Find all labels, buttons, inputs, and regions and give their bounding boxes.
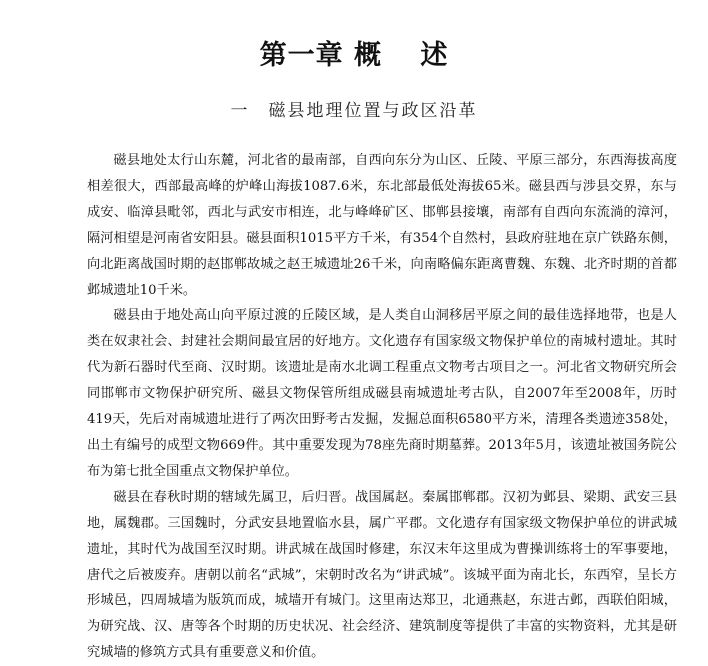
paragraph-nancheng-site: 磁县由于地处高山向平原过渡的丘陵区域，是人类自山洞移居平原之间的最佳选择地带，也是人类在奴隶社会、封建社会期间最宜居的好地方。文化遗存有国家级文物保护单位的南城村遗址。其时代为新石器时代至商、汉时期。该遗址是南水北调工程重点文物考古项目之一。河北省文物研究所会同邯郸市文物保护研究所、磁县文物保管所组成磁县南城遗址考古队，自2007年至2008年，历时419天，先后对南城遗址进行了两次田野考古发掘，发掘总面积6580平方米，清理各类遗迹358处，出土有编号的成型文物669件。其中重要发现为78座先商时期墓葬。2013年5月，该遗址被国务院公布为第七批全国重点文物保护单位。	[87, 308, 677, 479]
paragraph-geography: 磁县地处太行山东麓，河北省的最南部，自西向东分为山区、丘陵、平原三部分，东西海拔高度相差很大，西部最高峰的炉峰山海拔1087.6米，东北部最低处海拔65米。磁县西与涉县交界，东与成安、临漳县毗邻，西北与武安市相连，北与峰峰矿区、邯郸县接壤，南部有自西向东流淌的漳河，隔河相望是河南省安阳县。磁县面积1015平方千米，有354个自然村，县政府驻地在京广铁路东侧，向北距离战国时期的赵邯郸故城之赵王城遗址26千米，向南略偏东距离曹魏、东魏、北齐时期的首都邺城遗址10千米。	[87, 153, 677, 298]
paragraph-jiangwu-city: 磁县在春秋时期的辖域先属卫，后归晋。战国属赵。秦属邯郸郡。汉初为邺县、梁期、武安三县地，属魏郡。三国魏时，分武安县地置临水县，属广平郡。文化遗存有国家级文物保护单位的讲武城遗址，其时代为战国至汉时期。讲武城在战国时修建，东汉末年这里成为曹操训练将士的军事要地，唐代之后被废弃。唐朝以前名“武城”，宋朝时改名为“讲武城”。该城平面为南北长，东西窄，呈长方形城邑，四周城墙为版筑而成，城墙开有城门。这里南达郑卫，北通燕赵，东进古邺，西联伯阳城，为研究战、汉、唐等各个时期的历史状况、社会经济、建筑制度等提供了丰富的实物资料，尤其是研究城墙的修筑方式具有重要意义和价值。	[87, 489, 677, 661]
body-text	[87, 148, 677, 666]
section-title: 一 磁县地理位置与政区沿革	[230, 101, 478, 121]
chapter-title: 第一章 概 述	[259, 40, 449, 71]
